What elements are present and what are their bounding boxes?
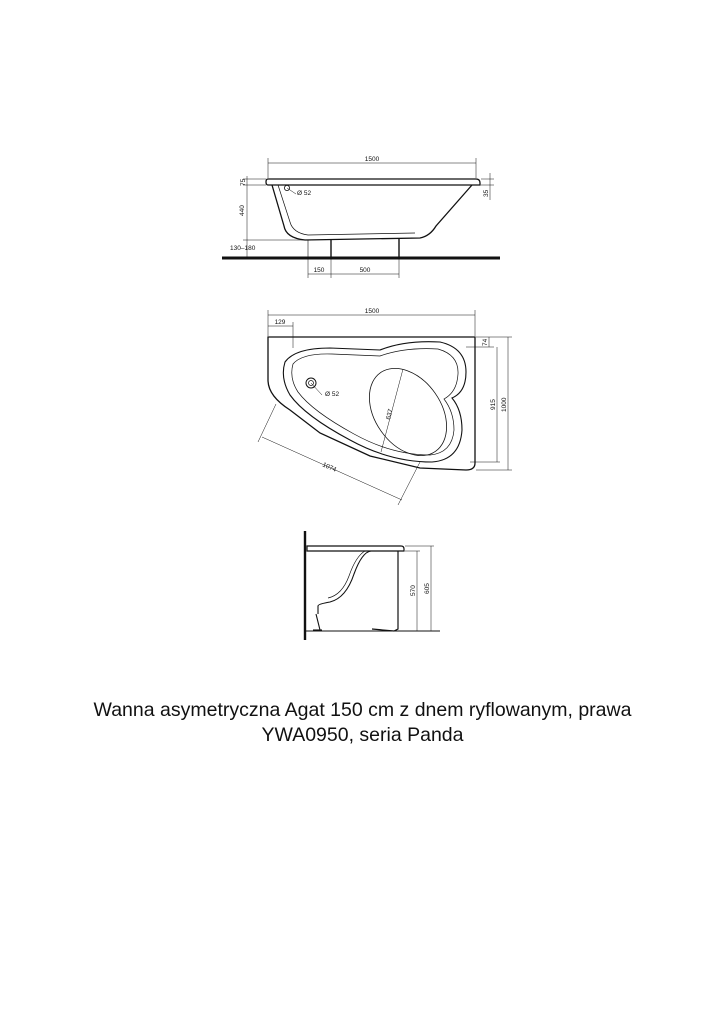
top-view [258, 308, 512, 505]
side-leg-height-label: 130–180 [230, 245, 256, 252]
front-basin-curve [318, 551, 371, 606]
side-view [222, 156, 500, 278]
side-offset-label: 150 [313, 267, 325, 274]
top-inner-depth-label: 637 [385, 408, 395, 421]
side-rim [266, 179, 480, 185]
side-width-label: 1500 [364, 156, 380, 163]
caption-line-1: Wanna asymetryczna Agat 150 cm z dnem ryflowanym, prawa [93, 699, 632, 721]
top-basin-inner [292, 349, 458, 455]
front-apron [372, 551, 398, 631]
front-total-height-label: 605 [424, 583, 431, 594]
top-inner-width-label: 915 [490, 399, 497, 410]
top-width-label: 1500 [364, 308, 380, 315]
front-view [305, 531, 440, 640]
side-rim-right-label: 35 [483, 189, 490, 197]
top-drain-label: Ø 52 [325, 391, 340, 398]
top-outer-width-label: 1000 [501, 397, 508, 412]
side-depth-label: 440 [239, 205, 246, 216]
side-leg-spacing-label: 500 [359, 267, 371, 274]
front-apron-height-label: 570 [410, 585, 417, 596]
side-drain-label: Ø 52 [297, 190, 312, 197]
front-rim [307, 546, 404, 551]
caption-line-2: YWA0950, seria Panda [261, 724, 464, 746]
top-inner-oval [353, 354, 462, 470]
top-corner-offset-label: 129 [274, 319, 286, 326]
side-rim-height-label: 75 [240, 178, 247, 186]
top-diagonal-label: 1074 [321, 461, 338, 474]
top-rim-label: 74 [482, 338, 489, 346]
